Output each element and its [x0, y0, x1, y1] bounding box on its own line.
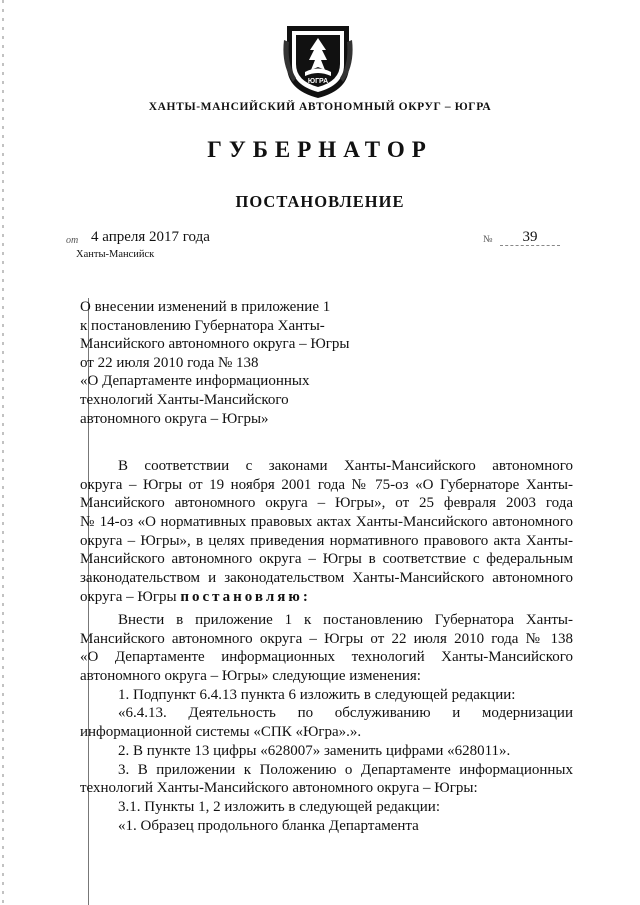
region-name: ХАНТЫ-МАНСИЙСКИЙ АВТОНОМНЫЙ ОКРУГ – ЮГРА	[148, 101, 492, 113]
body-line: 3.1. Пункты 1, 2 изложить в следующей редакции:	[118, 798, 440, 815]
scan-edge-mark	[2, 0, 4, 905]
body-line: округа – Югры от 19 ноября 2001 года № 75-оз «О Губернаторе Ханты-	[80, 476, 573, 493]
emblem-text: ЮГРА	[307, 78, 329, 85]
body-line: технологий Ханты-Мансийского автономного округа – Югры:	[80, 780, 478, 797]
date-prefix: от	[66, 235, 79, 246]
body-line: «О Департаменте информационных технологий Ханты-Мансийского	[80, 649, 573, 666]
subject-line: Мансийского автономного округа – Югры	[80, 336, 350, 353]
subject-line: к постановлению Губернатора Ханты-	[80, 317, 325, 334]
body-line: «1. Образец продольного бланка Департамента	[118, 817, 419, 834]
body-line: 2. В пункте 13 цифры «628007» заменить цифрами «628011».	[118, 742, 511, 759]
body-line: Мансийского автономного округа – Югры в соответствие с федеральным	[80, 551, 573, 568]
preamble-paragraph	[80, 457, 573, 607]
resolve-word: постановляю:	[180, 588, 311, 605]
body-line	[80, 588, 573, 607]
body-line: Мансийского автономного округа – Югры от 22 июля 2010 года № 138	[80, 630, 573, 647]
body-line: округа – Югры», в целях приведения нормативного правового акта Ханты-	[80, 532, 573, 549]
body-line: № 14-оз «О нормативных правовых актах Ханты-Мансийского автономного	[80, 514, 573, 531]
body-line: автономного округа – Югры» следующие изменения:	[80, 668, 421, 685]
document-city: Ханты-Мансийск	[76, 249, 155, 260]
body-line: Внести в приложение 1 к постановлению Губернатора Ханты-	[118, 612, 573, 628]
page-title: ГУБЕРНАТОР	[207, 137, 433, 162]
body-line: 3. В приложении к Положению о Департаменте информационных	[118, 761, 573, 778]
subject-line: от 22 июля 2010 года № 138	[80, 354, 259, 371]
body-line: В соответствии с законами Ханты-Мансийского автономного	[118, 458, 573, 474]
body-line: информационной системы «СПК «Югра».».	[80, 724, 362, 741]
coat-of-arms-emblem	[283, 20, 353, 100]
body-line: Мансийского автономного округа – Югры», от 25 февраля 2003 года	[80, 495, 573, 512]
document-subject	[80, 298, 380, 428]
body-line: 1. Подпункт 6.4.13 пункта 6 изложить в следующей редакции:	[118, 686, 516, 703]
subject-line: «О Департаменте информационных	[80, 373, 310, 390]
number-prefix: №	[483, 234, 493, 245]
body-line: «6.4.13. Деятельность по обслуживанию и модернизации	[118, 705, 573, 722]
subject-line: автономного округа – Югры»	[80, 410, 269, 427]
document-type: ПОСТАНОВЛЕНИЕ	[235, 192, 405, 211]
subject-line: О внесении изменений в приложение 1	[80, 299, 331, 315]
subject-line: технологий Ханты-Мансийского	[80, 391, 289, 408]
document-number: 39	[500, 229, 560, 246]
body-line: законодательством и законодательством Ханты-Мансийского автономного	[80, 570, 573, 587]
document-date: 4 апреля 2017 года	[91, 229, 210, 245]
main-paragraph	[80, 611, 573, 835]
preamble-end: округа – Югры	[80, 588, 177, 605]
